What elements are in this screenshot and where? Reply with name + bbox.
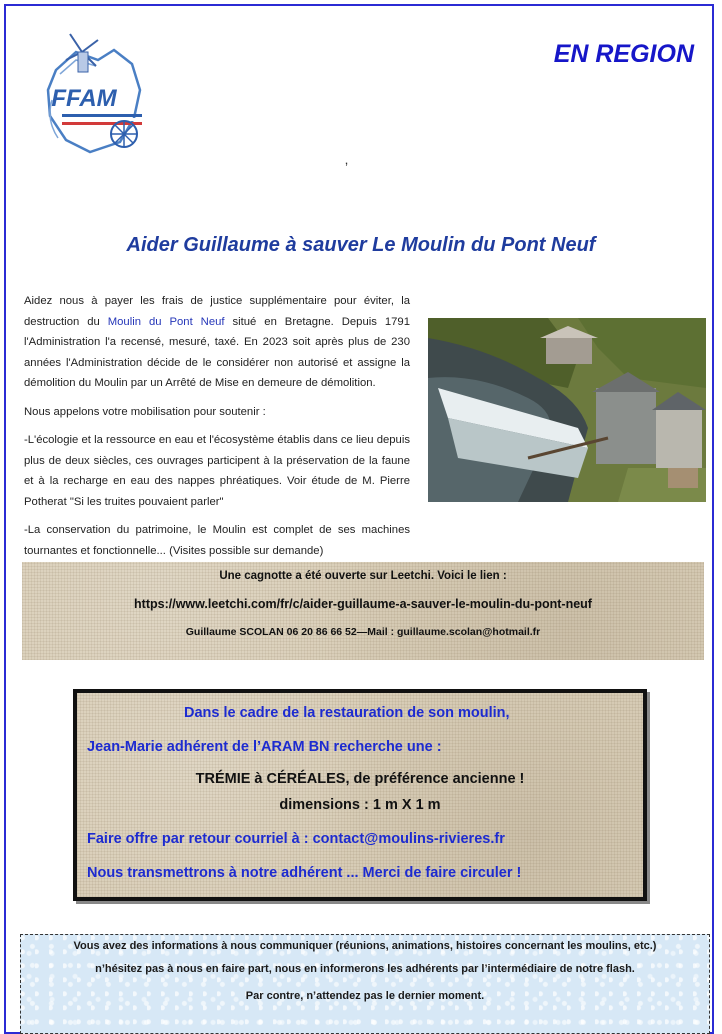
section-title: EN REGION: [553, 40, 694, 68]
ad-line-3: TRÉMIE à CÉRÉALES, de préférence ancienne !: [195, 771, 525, 787]
notice-box: [20, 934, 710, 1034]
article-paragraph-3: -L'écologie et la ressource en eau et l'écosystème établis dans ce lieu depuis plus de deux siècles, ces ouvrages participent à la préservation de la faune et à la recharge en eau des nappes phréatiques. Voir étude de M. Pierre Potherat "Si les truites pouvaient parler": [24, 434, 410, 508]
article-paragraph-4: -La conservation du patrimoine, le Moulin est complet de ses machines tournantes et fonctionnelle... (Visites possible sur demande): [24, 524, 410, 557]
article-paragraph-2: Nous appelons votre mobilisation pour soutenir :: [24, 405, 266, 418]
fundraiser-intro: Une cagnotte a été ouverte sur Leetchi. Voici le lien :: [219, 570, 507, 582]
stray-mark: ʼ: [345, 160, 349, 176]
article-paragraph-1: Aidez nous à payer les frais de justice supplémentaire pour éviter, la destruction du Moulin du Pont Neuf situé en Bretagne. Depuis 1791 l'Administration l'a recensé, mesuré, taxé. En 2023 soit après plus de 230 années l'Administration décide de le considérer non autorisé et assigne la démolition du Moulin par un Arrêté de Mise en demeure de démolition.: [24, 295, 410, 389]
notice-line-1: Vous avez des informations à nous communiquer (réunions, animations, histoires concernant les moulins, etc.): [73, 940, 657, 952]
ad-line-4: dimensions : 1 m X 1 m: [279, 797, 441, 813]
notice-line-2: n’hésitez pas à nous en faire part, nous en informerons les adhérents par l’intermédiaire de notre flash.: [95, 963, 635, 975]
fundraiser-box: [22, 562, 704, 660]
ad-line-2: Jean-Marie adhérent de l’ARAM BN recherche une :: [87, 739, 442, 755]
mill-photo: [428, 318, 706, 502]
svg-text:FFAM: FFAM: [51, 85, 117, 112]
fundraiser-url[interactable]: https://www.leetchi.com/fr/c/aider-guillaume-a-sauver-le-moulin-du-pont-neuf: [134, 597, 592, 611]
notice-line-3: Par contre, n’attendez pas le dernier moment.: [245, 990, 485, 1002]
article-title: Aider Guillaume à sauver Le Moulin du Pont Neuf: [126, 234, 596, 256]
fundraiser-contact: Guillaume SCOLAN 06 20 86 66 52—Mail : guillaume.scolan@hotmail.fr: [185, 626, 541, 638]
ad-line-5: Faire offre par retour courriel à : contact@moulins-rivieres.fr: [87, 831, 505, 847]
ffam-logo: [36, 30, 156, 158]
article-body: [24, 291, 410, 569]
ad-line-1: Dans le cadre de la restauration de son moulin,: [184, 705, 510, 721]
mill-link[interactable]: Moulin du Pont Neuf: [107, 315, 225, 328]
wanted-ad-box: [73, 689, 647, 901]
ad-line-6: Nous transmettrons à notre adhérent ... Merci de faire circuler !: [87, 865, 522, 881]
